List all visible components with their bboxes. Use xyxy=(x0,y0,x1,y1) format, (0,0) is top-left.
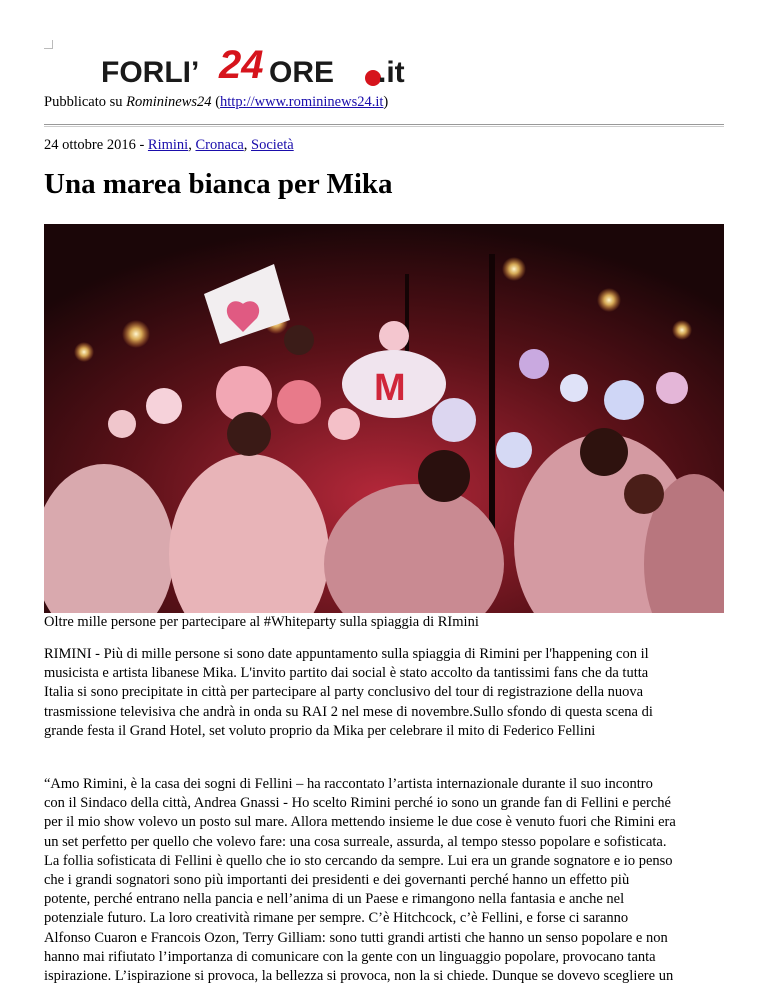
text-line: con il Sindaco della città, Andrea Gnassi - Ho scelto Rimini perché io sono un grande fan di Fellini e perché xyxy=(44,795,671,812)
photo-caption: Oltre mille persone per partecipare al #Whiteparty sulla spiaggia di RImini xyxy=(44,614,479,630)
article-paragraph-2 xyxy=(44,775,734,986)
site-logo[interactable] xyxy=(101,44,417,90)
article-photo xyxy=(44,224,724,613)
category-link-cronaca[interactable]: Cronaca xyxy=(195,137,244,153)
text-line: hanno mai rifiutato l’importanza di comunicare con la gente con un linguaggio popolare, provocano tanta xyxy=(44,948,656,965)
meta-separator: - xyxy=(135,137,148,153)
article-title: Una marea bianca per Mika xyxy=(44,168,393,200)
text-line: “Amo Rimini, è la casa dei sogni di Fellini – ha raccontato l’artista internazionale durante il suo incontro xyxy=(44,776,653,792)
logo-it: .it xyxy=(378,56,405,89)
category-link-rimini[interactable]: Rimini xyxy=(147,137,189,153)
text-line: trasmissione televisiva che andrà in onda su RAI 2 nel mese di novembre.Sullo sfondo di questa scena di xyxy=(44,703,653,720)
category-link-societa[interactable]: Società xyxy=(251,137,294,153)
published-url-link[interactable]: http://www.romininews24.it xyxy=(220,94,384,110)
article-meta: 24 ottobre 2016 - Rimini, Cronaca, Società xyxy=(44,137,294,153)
text-line: per il mio show volevo un posto sul mare. Allora mettendo insieme le due cose è venuto fuori che Rimini era xyxy=(44,814,676,831)
published-open: ( xyxy=(211,94,221,110)
text-line: RIMINI - Più di mille persone si sono date appuntamento sulla spiaggia di Rimini per l'happening con il xyxy=(44,646,649,662)
corner-mark xyxy=(44,40,53,49)
text-line: musicista e artista libanese Mika. L'invito partito dai social è stato accolto da tantissimi fans che da tutta xyxy=(44,665,649,682)
published-close: ) xyxy=(383,94,389,110)
text-line: Italia si sono precipitate in città per partecipare al party conclusivo del tour di registrazione della nuova xyxy=(44,684,644,701)
article-paragraph-1 xyxy=(44,645,734,741)
published-line xyxy=(44,94,388,111)
logo-ore: ORE xyxy=(269,56,335,89)
text-line: potenziale futuro. La loro creatività rimane per sempre. C’è Hitchcock, c’è Fellini, e forse ci saranno xyxy=(44,910,629,927)
logo-forli: FORLI’ xyxy=(101,56,200,89)
text-line: grande festa il Grand Hotel, set voluto proprio da Mika per celebrare il mito di Federico Fellini xyxy=(44,722,596,739)
logo-24: 24 xyxy=(219,44,264,87)
text-line: un set perfetto per quello che volevo fare: una cosa surreale, assurda, al tempo stesso popolare e sofisticata. xyxy=(44,833,667,850)
text-line: La follia sofisticata di Fellini è quello che io sto cercando da sempre. Lui era un grande sognatore e io penso xyxy=(44,852,673,869)
svg-text:M: M xyxy=(374,367,406,409)
published-site: Romininews24 xyxy=(126,94,212,110)
text-line: che i grandi sognatori sono più importanti dei presidenti e dei governanti perché hanno un effetto più xyxy=(44,872,630,889)
text-line: potente, perché entrano nella pancia e nell’anima di un Paese e rimangono nella fantasia e anche nel xyxy=(44,891,625,908)
header-divider xyxy=(44,124,724,127)
published-prefix: Pubblicato su xyxy=(44,94,127,110)
article-date: 24 ottobre 2016 xyxy=(44,137,136,153)
text-line: Alfonso Cuaron e Francois Ozon, Terry Gilliam: sono tutti grandi artisti che hanno un senso popolare e non xyxy=(44,929,668,946)
text-line: ispirazione. L’ispirazione si provoca, la bellezza si provoca, non la si chiede. Dunque se dovevo scegliere un xyxy=(44,968,674,985)
